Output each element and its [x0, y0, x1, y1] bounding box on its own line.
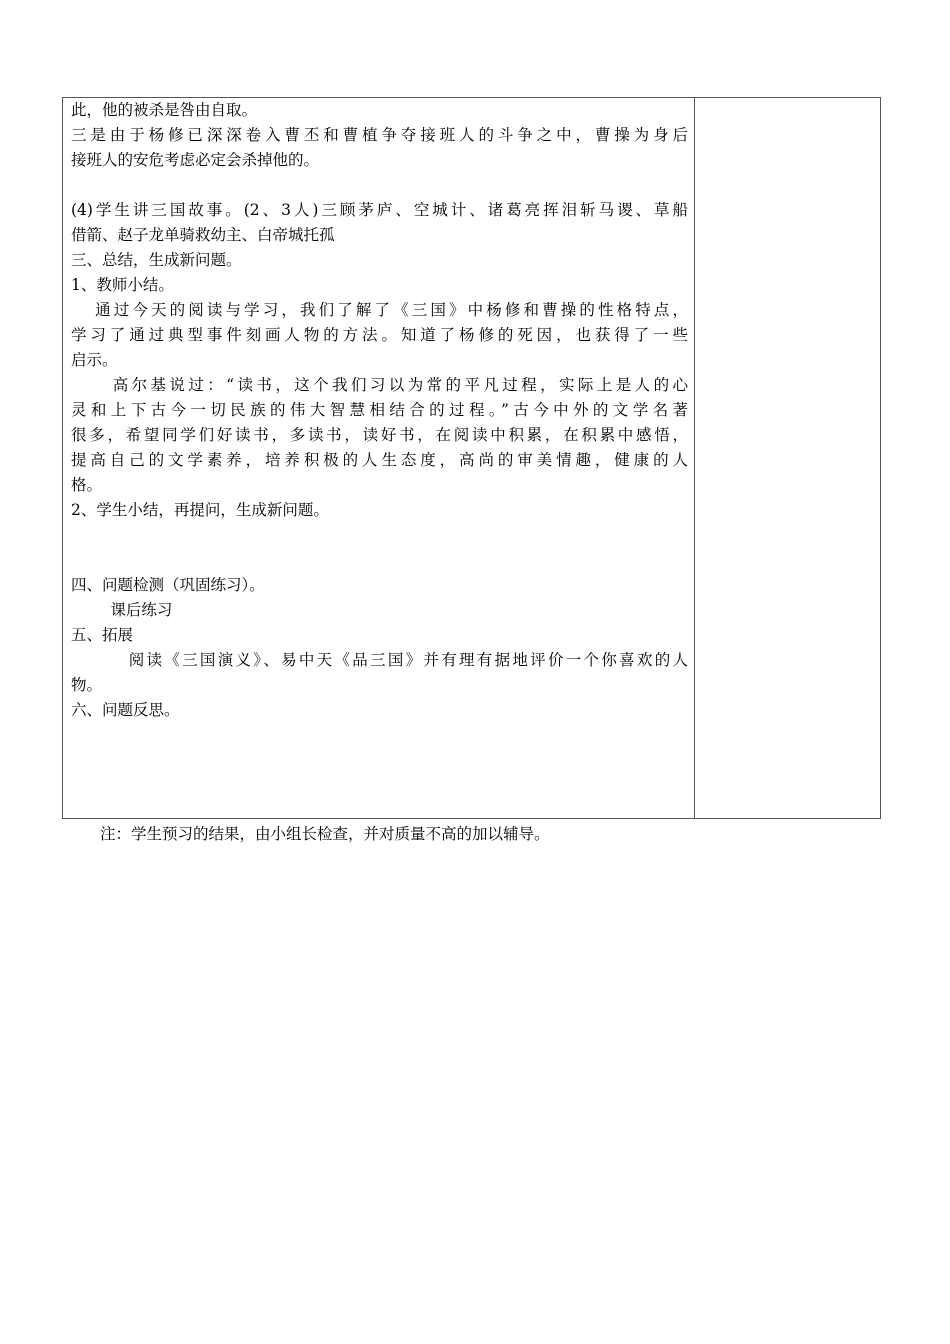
text-line: 启示。: [71, 351, 118, 369]
section-heading: 五、拓展: [71, 626, 134, 644]
blank-line: [71, 548, 688, 573]
text-line: 阅读《三国演义》、易中天《品三国》并有理有据地评价一个你喜欢的人: [71, 651, 688, 669]
text-line: 课后练习: [71, 601, 173, 619]
subsection-heading: 1、教师小结。: [71, 276, 174, 294]
subsection-heading: 2、学生小结，再提问，生成新问题。: [71, 501, 329, 519]
text-line: 灵和上下古今一切民族的伟大智慧相结合的过程。”古今中外的文学名著: [71, 401, 688, 419]
text-line: 接班人的安危考虑必定会杀掉他的。: [71, 151, 320, 169]
text-line: 高尔基说过：“读书，这个我们习以为常的平凡过程，实际上是人的心: [71, 376, 688, 394]
text-line: 借箭、赵子龙单骑救幼主、白帝城托孤: [71, 226, 335, 244]
lesson-plan-table: [62, 97, 881, 819]
text-line: 提高自己的文学素养，培养积极的人生态度，高尚的审美情趣，健康的人: [71, 451, 688, 469]
text-line: 通过今天的阅读与学习，我们了解了《三国》中杨修和曹操的性格特点，: [71, 301, 688, 319]
section-heading: 四、问题检测（巩固练习）。: [71, 576, 265, 594]
text-line: 学习了通过典型事件刻画人物的方法。知道了杨修的死因，也获得了一些: [71, 326, 688, 344]
text-line: 此，他的被杀是咎由自取。: [71, 101, 258, 119]
section-heading: 三、总结，生成新问题。: [71, 251, 242, 269]
blank-line: [71, 523, 688, 548]
text-line: (4)学生讲三国故事。(2、3人)三顾茅庐、空城计、诸葛亮挥泪斩马谡、草船: [71, 201, 688, 219]
text-line: 三是由于杨修已深深卷入曹丕和曹植争夺接班人的斗争之中，曹操为身后: [71, 126, 688, 144]
text-line: 物。: [71, 676, 103, 694]
section-heading: 六、问题反思。: [71, 701, 180, 719]
text-line: 格。: [71, 476, 103, 494]
notes-column-cell: [695, 98, 880, 818]
footnote: 注：学生预习的结果，由小组长检查，并对质量不高的加以辅导。: [100, 825, 550, 843]
text-line: 很多，希望同学们好读书，多读书，读好书，在阅读中积累，在积累中感悟，: [71, 426, 688, 444]
blank-line: [71, 173, 688, 198]
main-content-cell: [63, 98, 694, 818]
